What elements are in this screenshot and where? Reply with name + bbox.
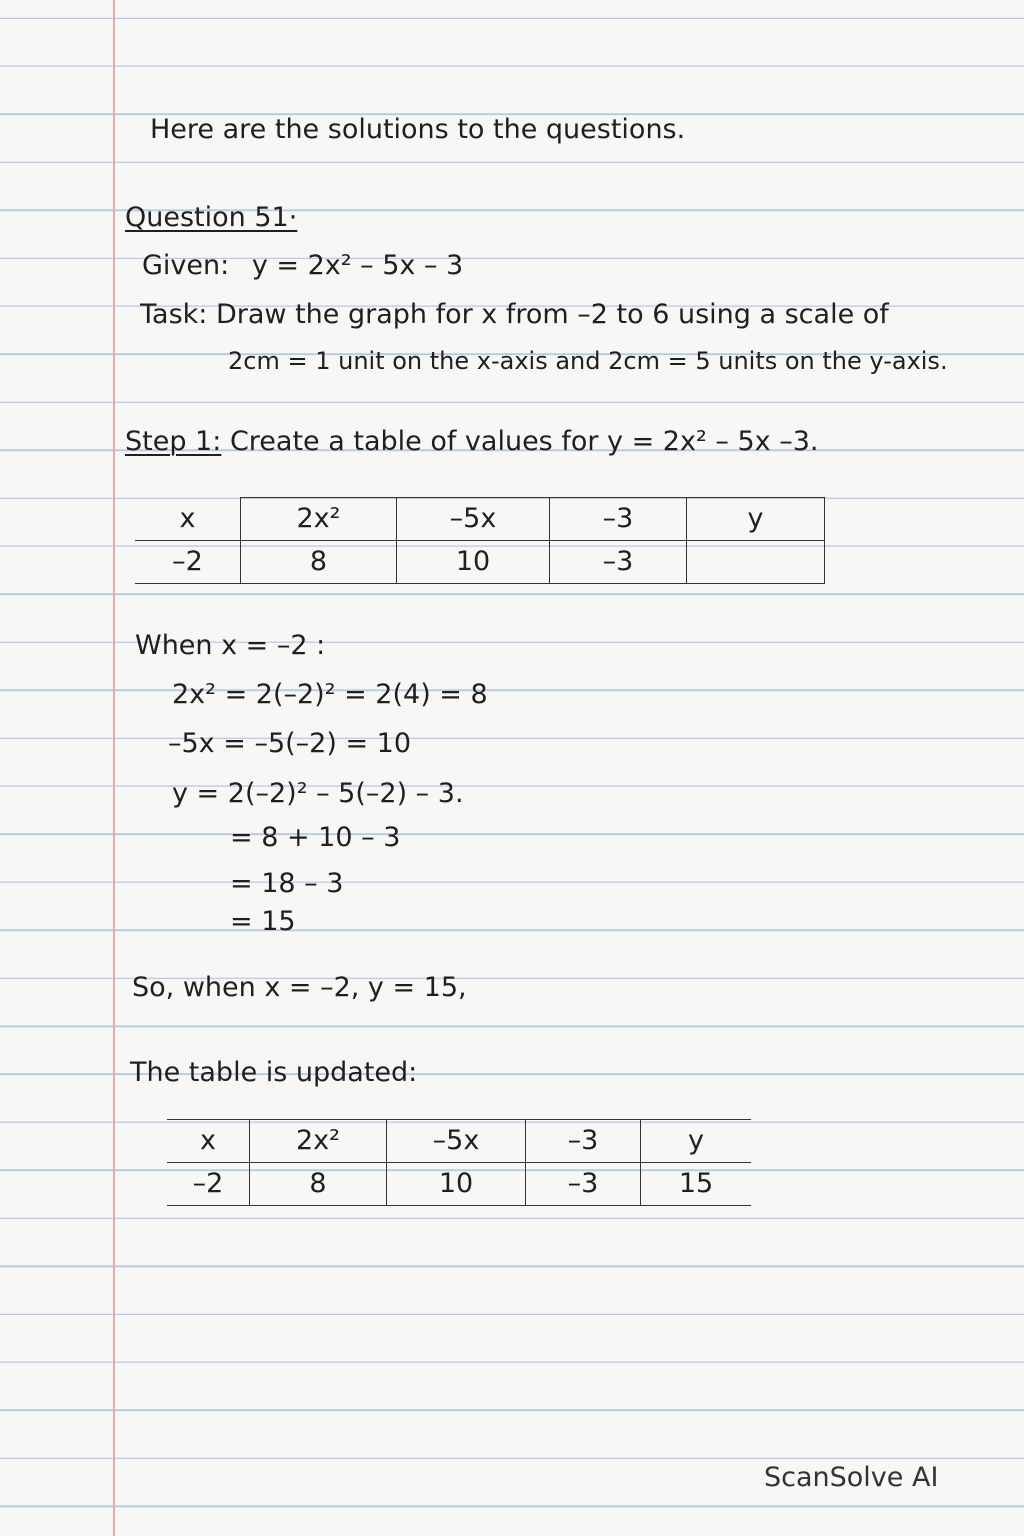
working-line: = 8 + 10 – 3	[230, 822, 401, 853]
task-text-1: Draw the graph for x from –2 to 6 using a scale of	[215, 299, 889, 330]
margin-line	[113, 0, 115, 1536]
table-header-cell: x	[135, 498, 241, 541]
table-cell: 15	[641, 1163, 752, 1206]
conclusion-text: So, when x = –2, y = 15,	[132, 972, 467, 1003]
values-table-1	[135, 497, 825, 584]
table-cell: 8	[241, 541, 397, 584]
table-header-cell: –5x	[397, 498, 550, 541]
working-line: y = 2(–2)² – 5(–2) – 3.	[172, 778, 464, 809]
table-header-row	[167, 1120, 751, 1163]
task-line-2: 2cm = 1 unit on the x-axis and 2cm = 5 units on the y-axis.	[228, 347, 948, 375]
table-row	[135, 541, 825, 584]
intro-text: Here are the solutions to the questions.	[150, 114, 686, 145]
question-heading: Question 51·	[125, 202, 298, 233]
table-header-cell: –3	[526, 1120, 641, 1163]
step1-line	[125, 424, 818, 460]
table-cell: –2	[167, 1163, 250, 1206]
table-cell: 10	[397, 541, 550, 584]
table-cell: –3	[526, 1163, 641, 1206]
table-header-cell: y	[641, 1120, 752, 1163]
when-line: When x = –2 :	[135, 630, 326, 661]
table-header-cell: –5x	[387, 1120, 526, 1163]
given-label: Given:	[142, 250, 230, 281]
table-header-cell: 2x²	[241, 498, 397, 541]
table-cell: 10	[387, 1163, 526, 1206]
table-header-cell: x	[167, 1120, 250, 1163]
working-line: 2x² = 2(–2)² = 2(4) = 8	[172, 679, 488, 710]
working-line: = 18 – 3	[230, 868, 344, 899]
step1-text: Create a table of values for y = 2x² – 5x –3.	[229, 426, 819, 457]
brand-watermark: ScanSolve AI	[764, 1462, 939, 1493]
table-header-row	[135, 498, 825, 541]
table-header-cell: y	[687, 498, 825, 541]
task-line-1	[140, 297, 889, 333]
table-header-cell: –3	[550, 498, 687, 541]
updated-label: The table is updated:	[130, 1057, 418, 1088]
values-table-2	[167, 1119, 751, 1206]
working-line: –5x = –5(–2) = 10	[168, 728, 412, 759]
given-line	[142, 248, 463, 284]
table-cell	[687, 541, 825, 584]
step1-label: Step 1:	[125, 426, 222, 457]
given-equation: y = 2x² – 5x – 3	[251, 250, 464, 281]
table-header-cell: 2x²	[250, 1120, 387, 1163]
table-row	[167, 1163, 751, 1206]
working-line: = 15	[230, 906, 296, 937]
table-cell: –2	[135, 541, 241, 584]
table-cell: –3	[550, 541, 687, 584]
task-label: Task:	[140, 299, 208, 330]
table-cell: 8	[250, 1163, 387, 1206]
